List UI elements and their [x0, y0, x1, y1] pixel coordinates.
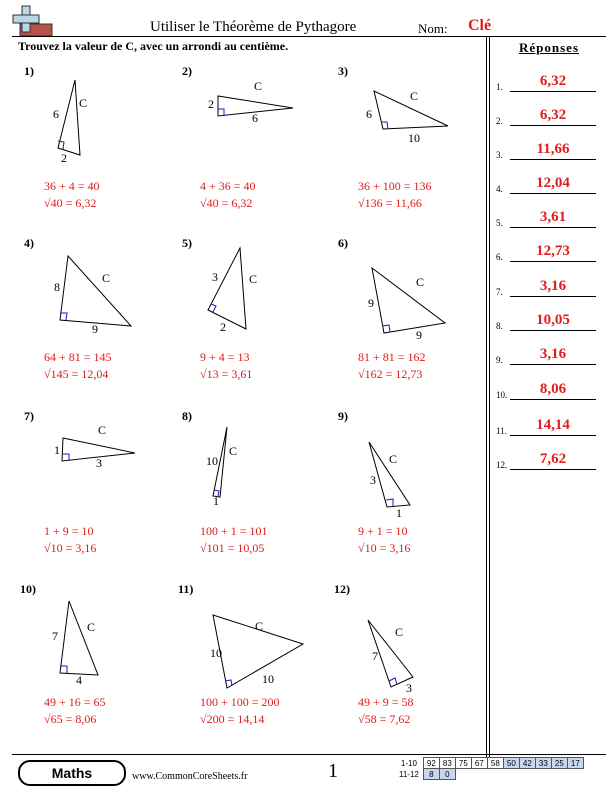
- site-url: www.CommonCoreSheets.fr: [132, 771, 248, 782]
- svg-text:3: 3: [406, 681, 412, 695]
- problem-solution: 49 + 16 = 65 √65 = 8,06: [44, 695, 106, 726]
- svg-text:4: 4: [76, 673, 82, 687]
- answer-column-border: [486, 36, 487, 758]
- answer-row: 4. 12,04: [496, 176, 596, 196]
- svg-text:C: C: [79, 96, 88, 110]
- problem-solution: 49 + 9 = 58 √58 = 7,62: [358, 695, 414, 726]
- answer-row: 6. 12,73: [496, 244, 596, 264]
- problem-solution: 9 + 4 = 13 √13 = 3,61: [200, 350, 253, 381]
- svg-text:7: 7: [52, 629, 58, 643]
- svg-text:C: C: [254, 79, 263, 93]
- problem-solution: 100 + 1 = 101 √101 = 10,05: [200, 524, 268, 555]
- problem-solution: 36 + 100 = 136 √136 = 11,66: [358, 179, 432, 210]
- page-number: 1: [328, 760, 338, 782]
- problem-number: 12): [334, 582, 350, 596]
- header-rule: [12, 36, 606, 37]
- answer-row: 10. 8,06: [496, 382, 596, 402]
- svg-text:C: C: [229, 444, 238, 458]
- svg-text:C: C: [389, 452, 398, 466]
- problem-number: 4): [24, 236, 34, 250]
- svg-text:6: 6: [53, 107, 59, 121]
- problem-solution: 9 + 1 = 10 √10 = 3,16: [358, 524, 411, 555]
- svg-text:C: C: [87, 620, 96, 634]
- problem-number: 5): [182, 236, 192, 250]
- svg-text:8: 8: [54, 280, 60, 294]
- svg-text:2: 2: [61, 151, 67, 165]
- problem-number: 6): [338, 236, 348, 250]
- problem-number: 2): [182, 64, 192, 78]
- footer-rule: [12, 754, 606, 755]
- svg-text:1: 1: [396, 506, 402, 520]
- answer-row: 2. 6,32: [496, 108, 596, 128]
- svg-text:3: 3: [96, 456, 102, 470]
- svg-text:9: 9: [92, 322, 98, 336]
- problem-number: 1): [24, 64, 34, 78]
- svg-text:3: 3: [212, 270, 218, 284]
- svg-text:C: C: [98, 423, 107, 437]
- problem-number: 10): [20, 582, 36, 596]
- svg-text:10: 10: [262, 672, 274, 686]
- svg-text:7: 7: [372, 649, 378, 663]
- svg-text:3: 3: [370, 473, 376, 487]
- svg-text:10: 10: [210, 646, 222, 660]
- svg-text:1: 1: [213, 494, 219, 508]
- answer-row: 1. 6,32: [496, 74, 596, 94]
- problem-number: 8): [182, 409, 192, 423]
- svg-text:1: 1: [54, 443, 60, 457]
- answer-column-border: [489, 36, 490, 758]
- answer-row: 8. 10,05: [496, 313, 596, 333]
- name-label: Nom:: [418, 21, 448, 36]
- problem-number: 3): [338, 64, 348, 78]
- answers-title: Réponses: [519, 40, 580, 55]
- svg-text:2: 2: [220, 320, 226, 334]
- problem-solution: 64 + 81 = 145 √145 = 12,04: [44, 350, 112, 381]
- problem-solution: 1 + 9 = 10 √10 = 3,16: [44, 524, 97, 555]
- svg-text:C: C: [249, 272, 258, 286]
- problem-number: 7): [24, 409, 34, 423]
- instructions: Trouvez la valeur de C, avec un arrondi au centième.: [18, 39, 289, 53]
- answer-row: 7. 3,16: [496, 279, 596, 299]
- problem-solution: 81 + 81 = 162 √162 = 12,73: [358, 350, 426, 381]
- answer-row: 12. 7,62: [496, 452, 596, 472]
- problem-number: 11): [178, 582, 194, 596]
- svg-text:10: 10: [206, 454, 218, 468]
- problem-number: 9): [338, 409, 348, 423]
- problem-solution: 36 + 4 = 40 √40 = 6,32: [44, 179, 100, 210]
- page-title: Utiliser le Théorème de Pythagore: [150, 19, 357, 35]
- svg-text:2: 2: [208, 97, 214, 111]
- svg-text:10: 10: [408, 131, 420, 145]
- svg-text:6: 6: [252, 111, 258, 125]
- answer-row: 11. 14,14: [496, 418, 596, 438]
- svg-text:9: 9: [368, 296, 374, 310]
- svg-text:C: C: [395, 625, 404, 639]
- answer-row: 5. 3,61: [496, 210, 596, 230]
- svg-text:C: C: [102, 271, 111, 285]
- score-key: 1-10 92 83 75 67 58 50 42 33 25 17 11-12 8 0: [396, 757, 584, 780]
- problem-solution: 4 + 36 = 40 √40 = 6,32: [200, 179, 256, 210]
- svg-text:C: C: [255, 619, 264, 633]
- svg-text:9: 9: [416, 328, 422, 342]
- svg-text:C: C: [410, 89, 419, 103]
- problem-solution: 100 + 100 = 200 √200 = 14,14: [200, 695, 280, 726]
- svg-text:6: 6: [366, 107, 372, 121]
- logo-icon: [8, 5, 54, 39]
- name-value: Clé: [468, 17, 492, 34]
- subject-badge: Maths: [18, 760, 126, 786]
- svg-text:C: C: [416, 275, 425, 289]
- answer-row: 3. 11,66: [496, 142, 596, 162]
- answer-row: 9. 3,16: [496, 347, 596, 367]
